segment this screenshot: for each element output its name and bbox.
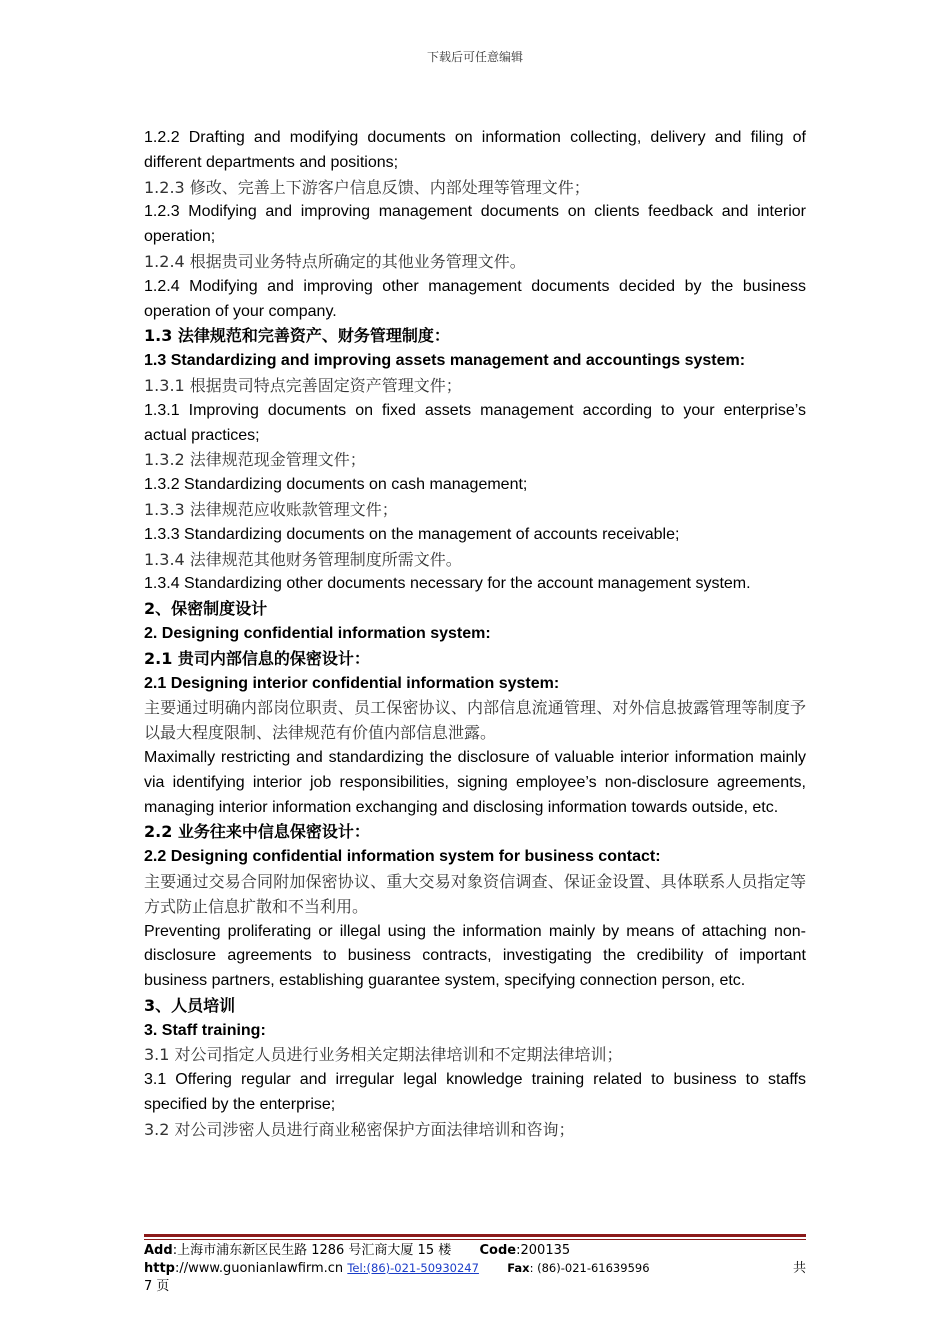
- section-heading: 2.1 Designing interior confidential information system:: [144, 674, 560, 692]
- website-label: http: [144, 1261, 175, 1276]
- document-body: [144, 126, 806, 1143]
- address-label: Add: [144, 1243, 173, 1258]
- footer-page-row: [144, 1278, 806, 1296]
- paragraph: 1.3.3 Standardizing documents on the management of accounts receivable;: [144, 525, 680, 543]
- paragraph: 主要通过交易合同附加保密协议、重大交易对象资信调查、保证金设置、具体联系人员指定等方式防止信息扩散和不当利用。: [144, 871, 806, 916]
- section-heading: 3. Staff training:: [144, 1021, 266, 1039]
- footer-rule-thick: [144, 1234, 806, 1237]
- paragraph: 3.1 对公司指定人员进行业务相关定期法律培训和不定期法律培训；: [144, 1045, 623, 1065]
- footer-divider: [144, 1234, 806, 1240]
- paragraph: Preventing proliferating or illegal using the information mainly by means of attaching non-disclosure agreements to business contracts, investigating the credibility of important business partners, establishing guarantee system, specifying connection person, etc.: [144, 922, 806, 990]
- telephone-link[interactable]: Tel:(86)-021-50930247: [347, 1261, 479, 1275]
- page-footer: [144, 1242, 806, 1296]
- section-heading: 2、保密制度设计: [144, 599, 268, 619]
- footer-rule-thin: [144, 1239, 806, 1240]
- website-text: ://www.guonianlawfirm.cn: [175, 1261, 344, 1276]
- paragraph: 1.2.3 修改、完善上下游客户信息反馈、内部处理等管理文件；: [144, 177, 590, 197]
- page-count: 7 页: [144, 1279, 170, 1294]
- section-heading: 1.3 法律规范和完善资产、财务管理制度：: [144, 326, 450, 346]
- paragraph: 1.3.1 Improving documents on fixed assets management according to your enterprise’s actual practices;: [144, 401, 806, 444]
- postcode-label: Code: [479, 1243, 517, 1258]
- paragraph: Maximally restricting and standardizing the disclosure of valuable interior information mainly via identifying interior job responsibilities, signing employee’s non-disclosure agreements, managing interior information exchanging and disclosing information towards outside, etc.: [144, 748, 806, 816]
- postcode-text: :200135: [516, 1243, 571, 1258]
- page-total-prefix: 共: [792, 1261, 806, 1276]
- paragraph: 3.1 Offering regular and irregular legal knowledge training related to business to staffs specified by the enterprise;: [144, 1071, 806, 1114]
- paragraph: 3.2 对公司涉密人员进行商业秘密保护方面法律培训和咨询；: [144, 1119, 575, 1139]
- footer-address-row: [144, 1242, 806, 1260]
- paragraph: 1.3.4 法律规范其他财务管理制度所需文件。: [144, 549, 462, 569]
- fax-text: : (86)-021-61639596: [529, 1261, 650, 1275]
- paragraph: 1.3.2 法律规范现金管理文件；: [144, 450, 366, 470]
- section-heading: 2.2 业务往来中信息保密设计：: [144, 822, 370, 842]
- paragraph: 1.2.3 Modifying and improving management documents on clients feedback and interior operation;: [144, 203, 806, 246]
- footer-contact-row: [144, 1260, 806, 1278]
- paragraph: 1.2.2 Drafting and modifying documents on information collecting, delivery and filing of different departments and positions;: [144, 129, 806, 171]
- fax-label: Fax: [507, 1261, 530, 1275]
- paragraph: 主要通过明确内部岗位职责、员工保密协议、内部信息流通管理、对外信息披露管理等制度予以最大程度限制、法律规范有价值内部信息泄露。: [144, 698, 806, 743]
- section-heading: 1.3 Standardizing and improving assets management and accountings system:: [144, 352, 746, 370]
- section-heading: 2. Designing confidential information system:: [144, 624, 491, 642]
- section-heading: 2.1 贵司内部信息的保密设计：: [144, 648, 370, 668]
- paragraph: 1.2.4 根据贵司业务特点所确定的其他业务管理文件。: [144, 251, 526, 271]
- paragraph: 1.3.3 法律规范应收账款管理文件；: [144, 499, 398, 519]
- paragraph: 1.3.4 Standardizing other documents necessary for the account management system.: [144, 575, 751, 593]
- paragraph: 1.2.4 Modifying and improving other management documents decided by the business operation of your company.: [144, 277, 806, 320]
- paragraph: 1.3.1 根据贵司特点完善固定资产管理文件；: [144, 375, 462, 395]
- section-heading: 3、人员培训: [144, 995, 236, 1015]
- page-header: 下载后可任意编辑: [426, 50, 523, 64]
- section-heading: 2.2 Designing confidential information system for business contact:: [144, 848, 661, 866]
- address-text: :上海市浦东新区民生路 1286 号汇商大厦 15 楼: [172, 1243, 452, 1258]
- paragraph: 1.3.2 Standardizing documents on cash management;: [144, 476, 528, 494]
